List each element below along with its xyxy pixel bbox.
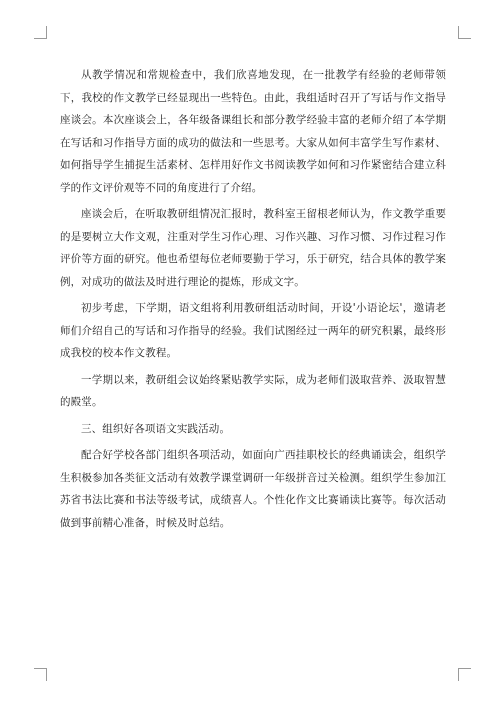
section-heading-activities: 三、组织好各项语文实践活动。 bbox=[81, 422, 231, 435]
crop-mark-bottom-left bbox=[34, 668, 47, 681]
paragraph-next-term-plan: 初步考虑，下学期，语文组将利用教研组活动时间，开设'小语论坛'，邀请老师们介绍自己的写话和习作指导的经验。我们试图经过一两年的研究积累，最终形成我校的校本作文教程。 bbox=[60, 302, 446, 359]
paragraph-seminar-feedback: 座谈会后，在听取教研组情况汇报时，教科室王留根老师认为，作文教学重要的是要树立大作文观，注重对学生习作心理、习作兴趣、习作习惯、习作过程习作评价等方面的研究。他也希望每位老师要勤于学习，乐于研究，结合具体的教学案例，对成功的做法及时进行理论的提炼，形成文字。 bbox=[60, 208, 446, 288]
paragraph-semester-summary: 一学期以来，教研组会议始终紧贴教学实际，成为老师们汲取营养、汲取智慧的殿堂。 bbox=[60, 373, 446, 408]
crop-mark-top-right bbox=[458, 26, 471, 39]
crop-mark-top-left bbox=[34, 26, 47, 39]
document-body bbox=[60, 64, 446, 534]
paragraph-activities: 配合好学校各部门组织各项活动，如面向广西挂职校长的经典诵读会，组织学生积极参加各类征文活动有效教学课堂调研一年级拼音过关检测。组织学生参加江苏省书法比赛和书法等级考试，成绩喜人。个性化作文比赛诵读比赛等。每次活动做到事前精心准备，时候及时总结。 bbox=[60, 449, 446, 529]
paragraph-teaching-observations: 从教学情况和常规检查中，我们欣喜地发现，在一批教学有经验的老师带领下，我校的作文教学已经显现出一些特色。由此，我组适时召开了写话与作文指导座谈会。本次座谈会上，各年级备课组长和部分教学经验丰富的老师介绍了本学期在写话和习作指导方面的成功的做法和一些思考。大家从如何丰富学生写作素材、如何指导学生捕捉生活素材、怎样用好作文书阅读教学如何和习作紧密结合建立科学的作文评价观等不同的角度进行了介绍。 bbox=[60, 69, 446, 194]
crop-mark-bottom-right bbox=[458, 668, 471, 681]
